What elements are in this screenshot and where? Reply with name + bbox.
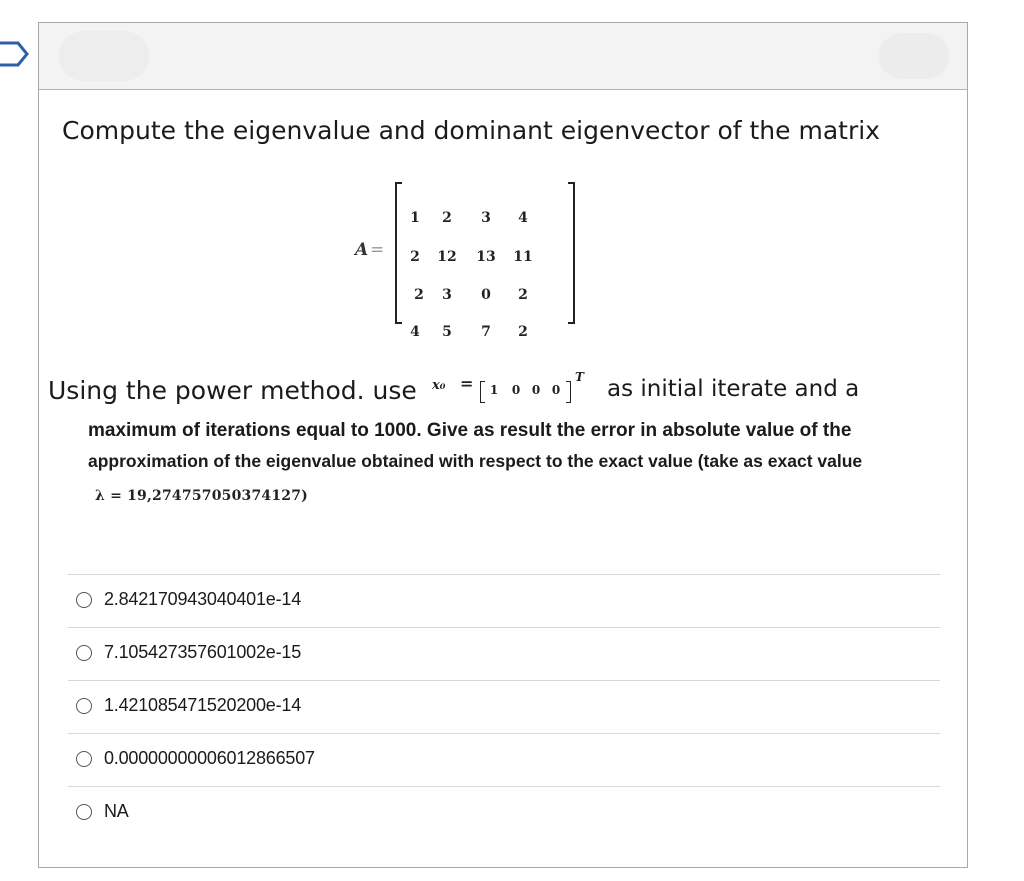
matrix-equals: = <box>370 240 385 260</box>
radio-button[interactable] <box>76 645 92 661</box>
question-header <box>39 23 967 90</box>
matrix-cell: 12 <box>437 249 457 265</box>
matrix-cell: 13 <box>476 249 496 265</box>
vector-cell: 0 <box>511 383 521 397</box>
transpose-superscript: T <box>575 370 584 384</box>
answer-option[interactable] <box>68 574 940 627</box>
matrix-row <box>403 287 568 313</box>
answer-options <box>68 574 940 839</box>
matrix-cell: 4 <box>410 324 420 340</box>
answer-option[interactable] <box>68 733 940 786</box>
answer-option[interactable] <box>68 627 940 680</box>
question-flag-icon[interactable] <box>0 40 30 68</box>
power-method-line <box>48 358 928 405</box>
header-blurred-area <box>879 33 949 79</box>
matrix-cell: 4 <box>518 210 528 226</box>
matrix-cell: 1 <box>410 210 420 226</box>
header-blurred-area <box>59 31 149 81</box>
answer-option-label[interactable]: 7.105427357601002e-15 <box>104 642 301 662</box>
answer-option-label[interactable]: NA <box>104 801 129 821</box>
radio-button[interactable] <box>76 751 92 767</box>
exact-eigenvalue-text: λ = 19,274757050374127) <box>95 488 308 504</box>
question-intro-text: Compute the eigenvalue and dominant eigenvector of the matrix <box>62 116 880 145</box>
matrix-cell: 3 <box>442 287 452 303</box>
matrix-row <box>403 249 568 275</box>
matrix-a <box>355 178 585 340</box>
initial-vector-equals: = <box>460 374 474 393</box>
answer-option[interactable] <box>68 680 940 733</box>
answer-option-label[interactable]: 1.421085471520200e-14 <box>104 695 301 715</box>
matrix-cell: 0 <box>481 287 491 303</box>
answer-option-label[interactable]: 2.842170943040401e-14 <box>104 589 301 609</box>
matrix-cell: 5 <box>442 324 452 340</box>
matrix-cell: 2 <box>414 287 424 303</box>
matrix-row <box>403 210 568 236</box>
matrix-cell: 2 <box>442 210 452 226</box>
matrix-cell: 2 <box>518 324 528 340</box>
approximation-text: approximation of the eigenvalue obtained with respect to the exact value (take as exact value <box>88 451 863 471</box>
matrix-row <box>403 324 568 350</box>
matrix-cell: 3 <box>481 210 491 226</box>
matrix-cell: 2 <box>518 287 528 303</box>
vector-cell: 0 <box>531 383 541 397</box>
matrix-label: A <box>355 240 369 260</box>
radio-button[interactable] <box>76 804 92 820</box>
power-method-text: Using the power method. use <box>48 376 417 405</box>
matrix-right-bracket <box>568 182 575 324</box>
vector-cell: 0 <box>551 383 561 397</box>
initial-iterate-text: as initial iterate and a <box>607 376 860 402</box>
answer-option[interactable] <box>68 786 940 839</box>
matrix-cell: 11 <box>513 249 533 265</box>
vector-right-bracket <box>566 381 571 403</box>
initial-vector-label: x₀ <box>432 378 446 393</box>
radio-button[interactable] <box>76 592 92 608</box>
answer-option-label[interactable]: 0.00000000006012866507 <box>104 748 315 768</box>
matrix-cell: 7 <box>481 324 491 340</box>
iterations-text: maximum of iterations equal to 1000. Give as result the error in absolute value of the <box>88 420 852 441</box>
radio-button[interactable] <box>76 698 92 714</box>
vector-cell: 1 <box>489 383 499 397</box>
matrix-cell: 2 <box>410 249 420 265</box>
